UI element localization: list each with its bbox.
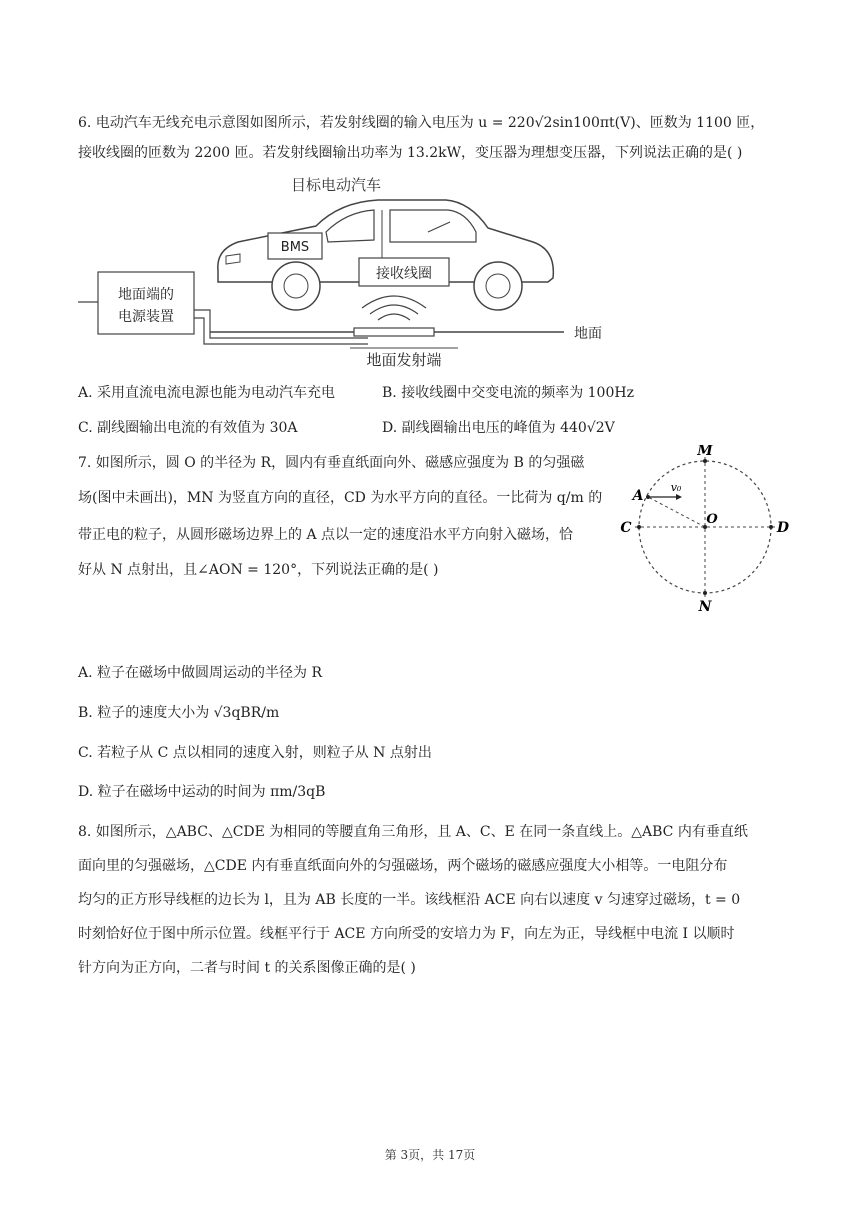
receiver-coil-label: 接收线圈 [376,266,432,282]
q7-option-b: B. 粒子的速度大小为 √3qBR/m [78,705,280,721]
q6-line-1: 6. 电动汽车无线充电示意图如图所示，若发射线圈的输入电压为 u = 220√2sin100πt(V)、匝数为 1100 匝， [78,115,765,131]
q6-option-a: A. 采用直流电流电源也能为电动汽车充电 [78,385,336,401]
label-d: D [776,520,790,536]
bms-label: BMS [280,240,310,255]
label-o: O [706,512,718,527]
power-supply-line2: 电源装置 [118,309,174,325]
radius-oa [648,497,705,527]
q8-line-3: 均匀的正方形导线框的边长为 l，且为 AB 长度的一半。该线框沿 ACE 向右以速度 v 匀速穿过磁场，t = 0 [78,892,741,908]
q7-line-1: 7. 如图所示，圆 O 的半径为 R，圆内有垂直纸面向外、磁感应强度为 B 的匀强磁 [78,455,585,471]
q6-car-figure [78,170,618,375]
label-a: A [632,488,644,504]
label-c: C [620,520,632,536]
power-supply-line1: 地面端的 [118,287,174,303]
label-n: N [698,599,712,615]
q6-option-c: C. 副线圈输出电流的有效值为 30A [78,420,298,436]
q7-line-2: 场(图中未画出)，MN 为竖直方向的直径，CD 为水平方向的直径。一比荷为 q/m 的 [78,490,603,506]
q7-circle-figure [620,445,790,615]
q7-option-d: D. 粒子在磁场中运动的时间为 πm/3qB [78,784,326,800]
q8-line-2: 面向里的匀强磁场，△CDE 内有垂直纸面向外的匀强磁场，两个磁场的磁感应强度大小相等。一电阻分布 [78,858,728,874]
transmitter-pad [354,328,434,336]
q8-line-1: 8. 如图所示，△ABC、△CDE 为相同的等腰直角三角形，且 A、C、E 在同一条直线上。△ABC 内有垂直纸 [78,824,748,840]
q6-line-2: 接收线圈的匝数为 2200 匝。若发射线圈输出功率为 13.2kW，变压器为理想变压器，下列说法正确的是( ) [78,145,743,161]
q8-line-5: 针方向为正方向，二者与时间 t 的关系图像正确的是( ) [78,960,416,976]
transmitter-label: 地面发射端 [366,351,442,369]
q6-option-b: B. 接收线圈中交变电流的频率为 100Hz [382,385,634,401]
label-v0: v₀ [670,481,682,494]
label-m: M [697,445,713,459]
q6-option-d: D. 副线圈输出电压的峰值为 440√2V [382,420,615,436]
q7-line-4: 好从 N 点射出，且∠AON = 120°，下列说法正确的是( ) [78,562,439,578]
q7-line-3: 带正电的粒子，从圆形磁场边界上的 A 点以一定的速度沿水平方向射入磁场，恰 [78,527,574,543]
q7-option-c: C. 若粒子从 C 点以相同的速度入射，则粒子从 N 点射出 [78,745,432,761]
q7-option-a: A. 粒子在磁场中做圆周运动的半径为 R [78,665,323,681]
ground-label: 地面 [574,326,602,342]
figure-title: 目标电动汽车 [290,176,382,194]
q8-line-4: 时刻恰好位于图中所示位置。线框平行于 ACE 方向所受的安培力为 F，向左为正，导线框中电流 I 以顺时 [78,926,735,942]
page-footer: 第 3页，共 17页 [384,1148,476,1162]
